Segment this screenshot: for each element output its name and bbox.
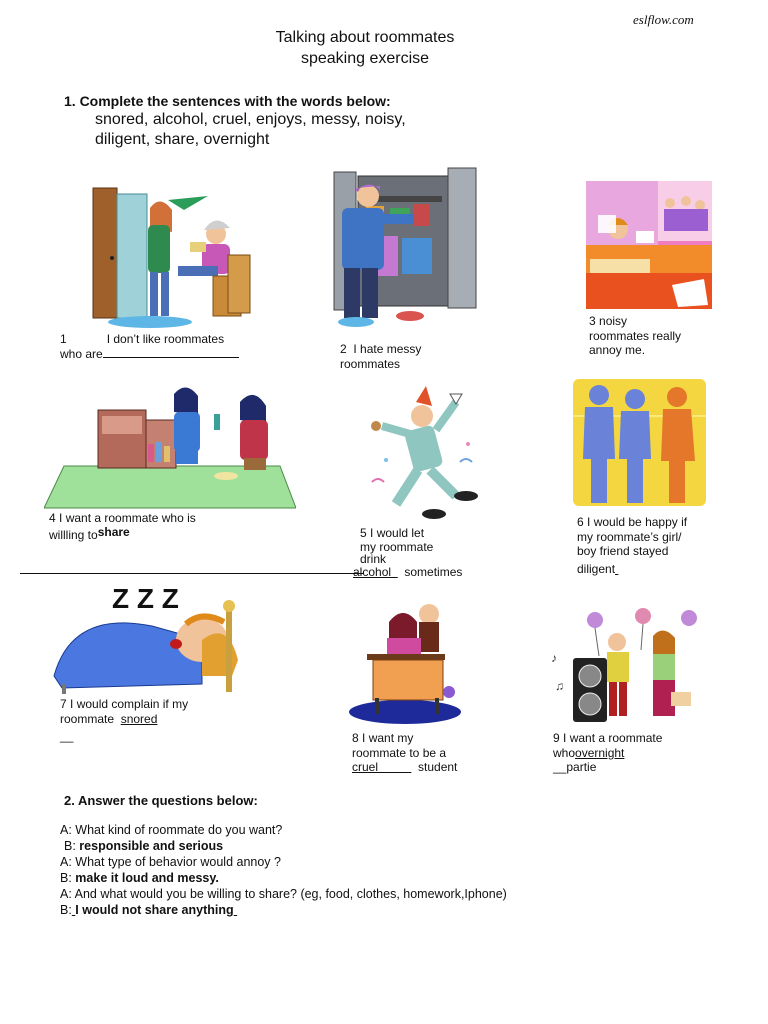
- qa-line-3: [60, 854, 281, 870]
- qa-text: What kind of roommate do you want?: [75, 823, 283, 837]
- item-7-answer[interactable]: snored: [120, 711, 158, 726]
- item-2-number: 2: [340, 342, 347, 356]
- title-line-1: Talking about roommates: [275, 29, 455, 46]
- item-3-text-3: annoy me.: [589, 343, 646, 357]
- zzz-glyph: Z Z Z: [112, 583, 179, 614]
- item-5-tail: sometimes: [404, 564, 463, 579]
- qa-label: B:: [60, 903, 72, 917]
- item-3-text-2: roommates really: [589, 328, 682, 343]
- item-2-caption: [340, 342, 421, 371]
- svg-text:♪: ♪: [551, 651, 557, 665]
- qa-label: B:: [64, 839, 76, 853]
- qa-answer[interactable]: responsible and serious: [79, 839, 224, 853]
- site-logo: eslflow.com: [633, 12, 694, 27]
- illustration-sharing: [44, 384, 296, 510]
- item-1-text-2: who are: [60, 346, 103, 361]
- item-4-text-2: willling to: [49, 527, 98, 542]
- illustration-messy-closet: [332, 166, 482, 330]
- item-7-caption: [60, 697, 188, 744]
- item-8-text: I want my: [362, 731, 414, 745]
- word-bank-line-1: snored, alcohol, cruel, enjoys, messy, noisy,: [95, 111, 406, 128]
- illustration-students: [345, 600, 463, 728]
- illustration-roommates-door: [88, 180, 253, 330]
- item-8-number: 8: [352, 731, 359, 745]
- item-7-tail: __: [60, 729, 74, 743]
- item-9-prefix-3: __: [553, 760, 567, 774]
- item-7-text: I would complain if my: [70, 697, 189, 711]
- qa-line-1: [60, 822, 282, 838]
- qa-label: A:: [60, 887, 72, 901]
- word-bank-line-2: diligent, share, overnight: [95, 131, 270, 148]
- item-5-text-3: drink: [360, 551, 387, 566]
- item-5-answer[interactable]: alcohol: [353, 564, 392, 579]
- item-6-answer[interactable]: diligent: [577, 561, 616, 576]
- illustration-party-speaker: [547, 606, 703, 726]
- item-6-text: I would be happy if: [587, 515, 688, 529]
- item-3-caption: [589, 314, 681, 358]
- item-8-text-2: roommate to be a: [352, 745, 447, 760]
- item-9-number: 9: [553, 731, 560, 745]
- illustration-snoring: [52, 580, 247, 695]
- item-4-text: I want a roommate who is: [59, 511, 196, 525]
- section-1-heading: 1. Complete the sentences with the words below:: [64, 93, 391, 109]
- item-4-answer[interactable]: share: [97, 524, 130, 539]
- item-1-text: I don’t like roommates: [106, 332, 225, 346]
- item-5-text-2: my roommate: [360, 539, 434, 554]
- illustration-noisy-roommates: [586, 181, 712, 309]
- item-2-text: I hate messy: [353, 342, 422, 356]
- item-8-tail: student: [418, 760, 458, 774]
- item-1-blank[interactable]: [103, 357, 239, 358]
- item-9-answer[interactable]: overnight: [575, 745, 625, 760]
- illustration-party-man: [352, 386, 488, 524]
- item-9-text-2: who: [553, 745, 576, 760]
- item-6-caption: [577, 515, 687, 576]
- item-5-caption: [353, 526, 463, 579]
- page-title: [0, 27, 730, 69]
- qa-answer[interactable]: I would not share anything: [75, 903, 234, 917]
- svg-text:♫: ♫: [555, 679, 564, 693]
- qa-label: B:: [60, 871, 72, 885]
- word-bank: [95, 110, 515, 150]
- item-7-text-2: roommate: [60, 711, 115, 726]
- qa-text: And what would you be willing to share? (eg, food, clothes, homework,Iphone): [74, 887, 507, 901]
- title-line-2: speaking exercise: [300, 50, 430, 67]
- qa-line-5: [60, 886, 507, 902]
- item-1-number: 1: [60, 332, 67, 346]
- item-9-caption: [553, 731, 662, 775]
- section-2-heading: 2. Answer the questions below:: [64, 793, 258, 808]
- illustration-silhouettes: [573, 379, 706, 506]
- item-1-caption: [60, 332, 239, 361]
- item-6-number: 6: [577, 515, 584, 529]
- qa-line-2: [64, 838, 223, 854]
- item-9-text: I want a roommate: [563, 731, 663, 745]
- qa-line-4: [60, 870, 219, 886]
- qa-line-6: [60, 902, 237, 918]
- item-5-text: I would let: [370, 526, 425, 540]
- item-6-text-3: boy friend stayed: [577, 544, 669, 558]
- item-7-number: 7: [60, 697, 67, 711]
- item-4-number: 4: [49, 511, 56, 525]
- item-6-text-2: my roommate’s girl/: [577, 529, 682, 544]
- qa-label: A:: [60, 855, 72, 869]
- qa-answer[interactable]: make it loud and messy.: [75, 871, 219, 885]
- answer-line-4: [20, 573, 364, 574]
- item-3-text: noisy: [599, 314, 628, 328]
- item-8-caption: [352, 731, 457, 775]
- qa-label: A:: [60, 823, 72, 837]
- item-2-text-2: roommates: [340, 356, 401, 371]
- item-8-answer[interactable]: cruel: [352, 760, 379, 774]
- item-9-text-3: partie: [566, 760, 597, 774]
- qa-text: What type of behavior would annoy ?: [75, 855, 281, 869]
- item-3-number: 3: [589, 314, 596, 328]
- item-5-number: 5: [360, 526, 367, 540]
- item-4-caption: [49, 511, 196, 542]
